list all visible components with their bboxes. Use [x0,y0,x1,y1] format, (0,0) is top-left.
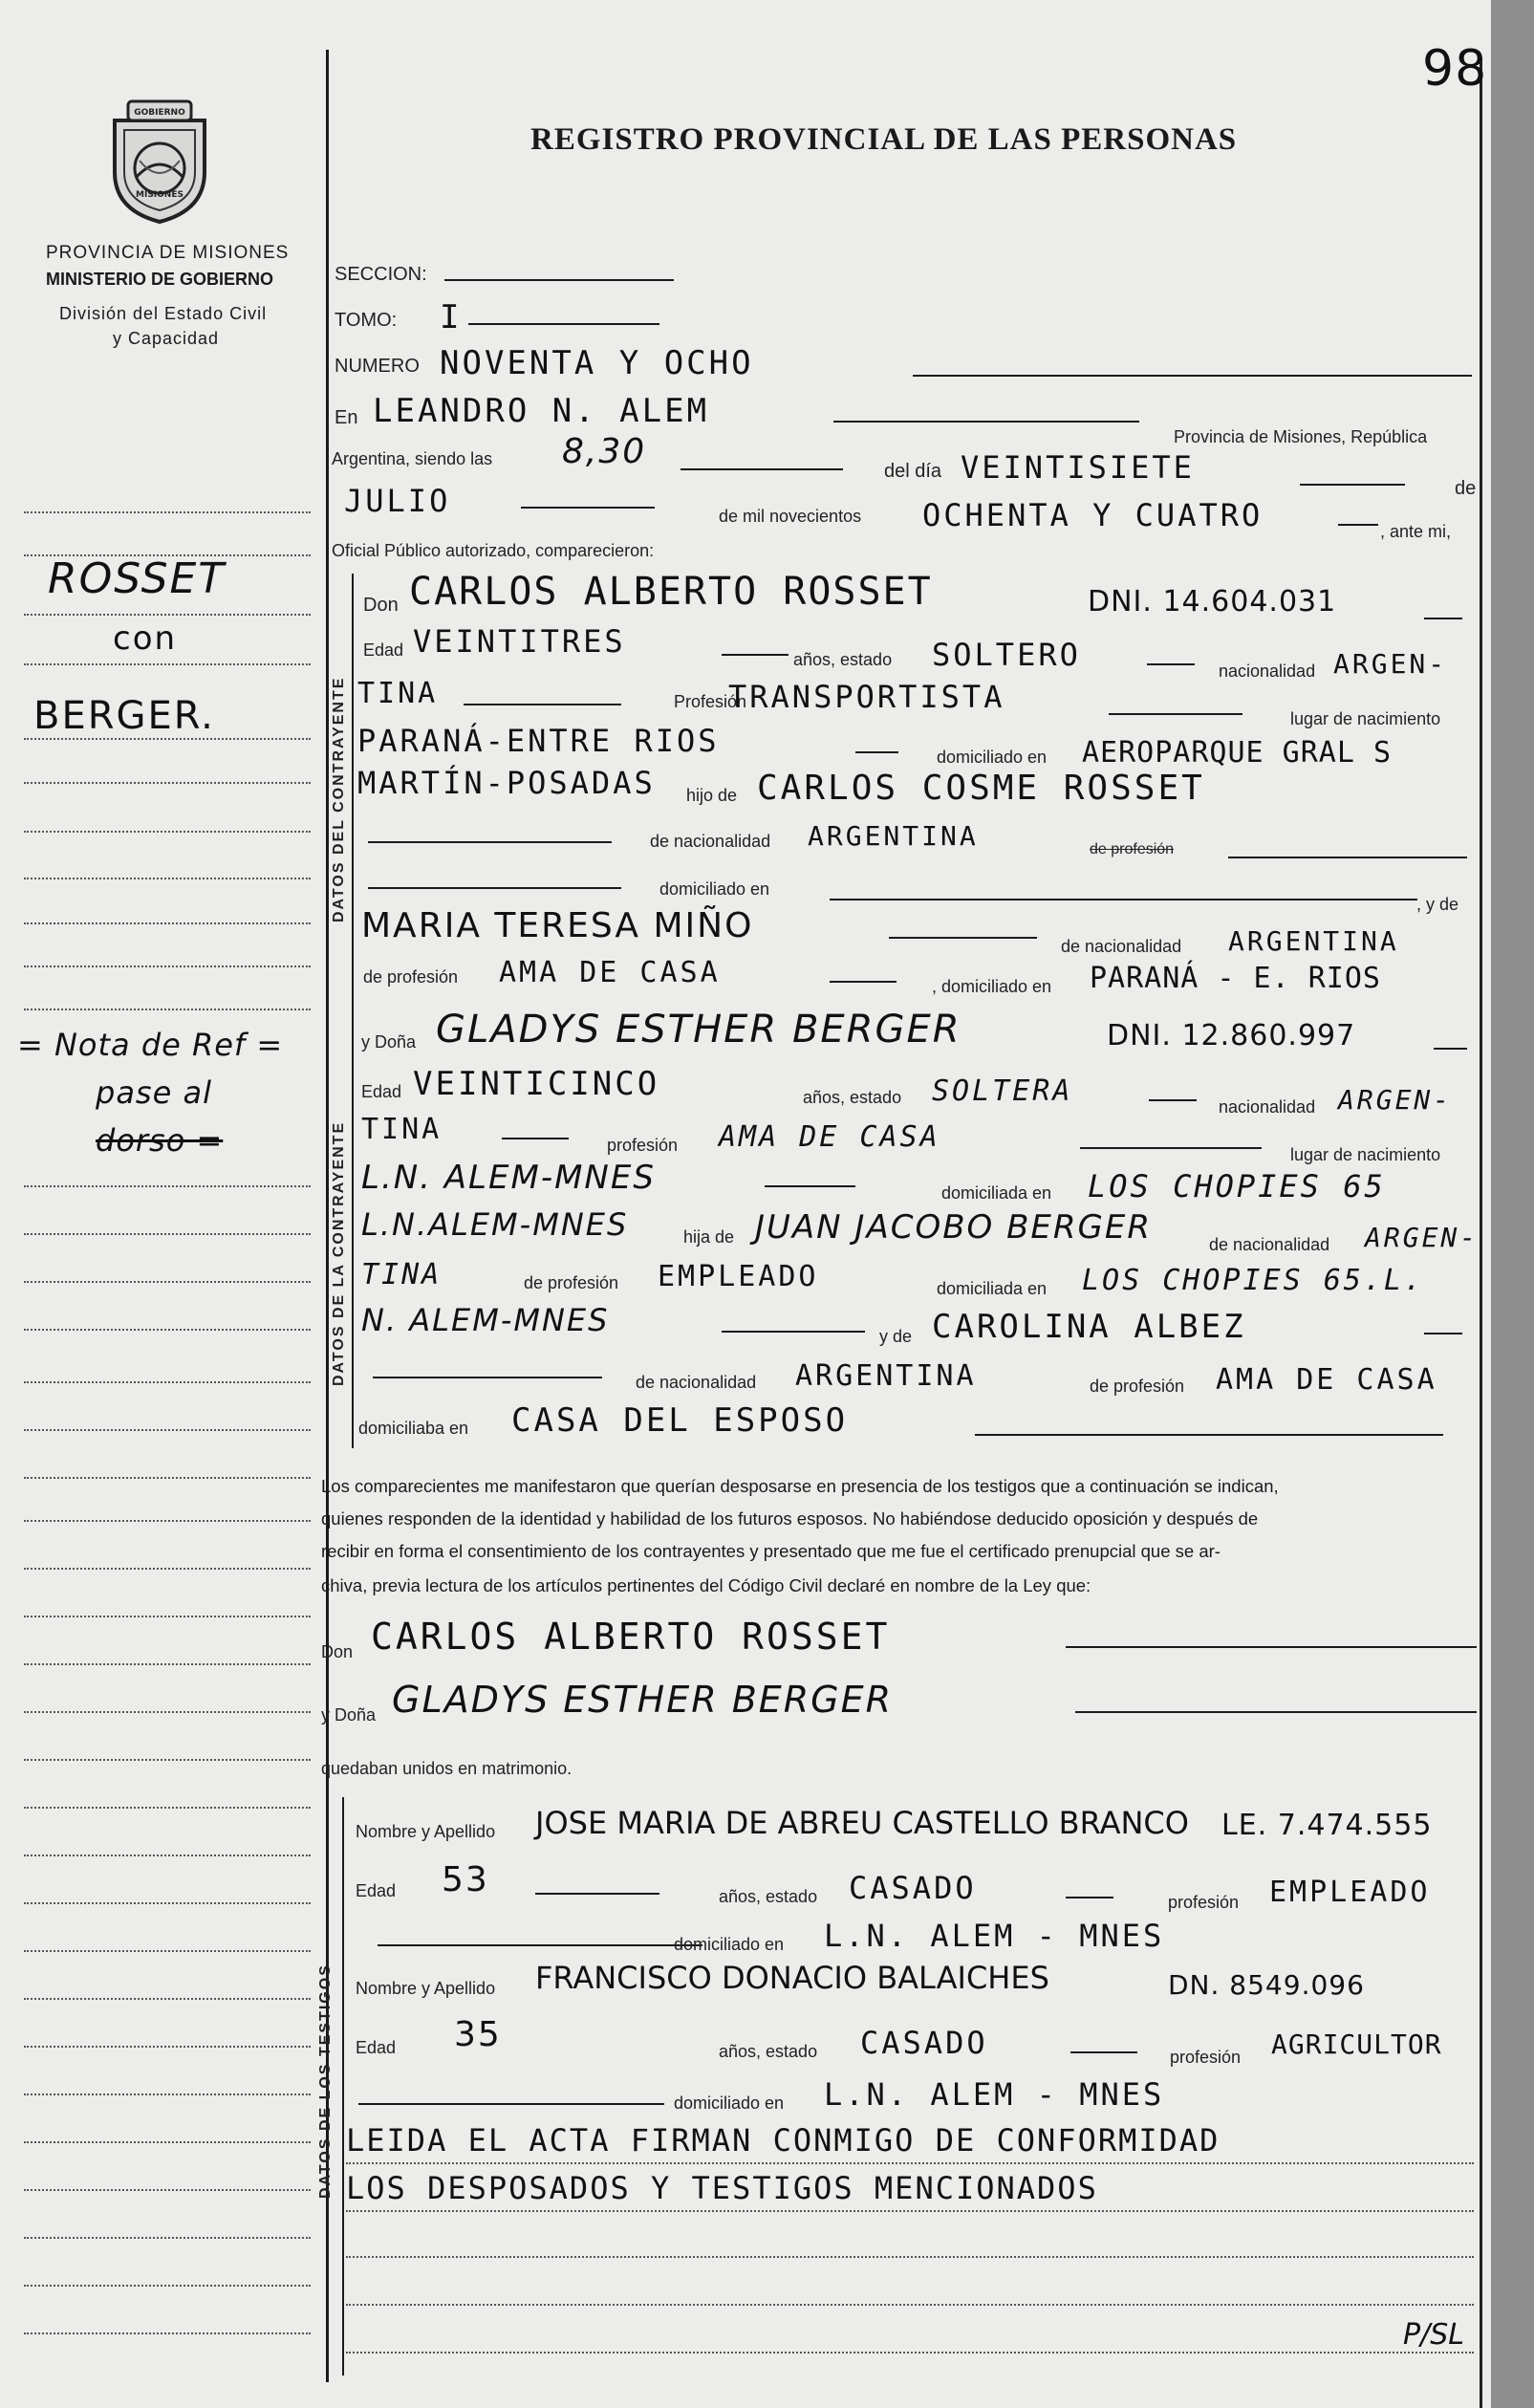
closing-blank-rule-1 [346,2256,1474,2258]
testigo-1-edad-line [535,1893,659,1895]
mes-value: JULIO [344,483,451,519]
contrayente-estado: SOLTERO [932,637,1081,673]
declaration-line-4: chiva, previa lectura de los artículos pertinentes del Código Civil declaré en nombre de la Ley que: [321,1575,1091,1595]
de-nacionalidad-label-3: de nacionalidad [1209,1235,1330,1254]
lugar-line [833,421,1139,423]
lugar-nac-line-1 [855,751,898,753]
anio-value: OCHENTA Y CUATRO [922,497,1264,533]
profesion-label-4: profesión [1170,2048,1242,2067]
side-label-testigos: DATOS DE LOS TESTIGOS [317,1963,334,2199]
hijo-de-label: hijo de [686,786,738,805]
numero-line [913,375,1472,377]
contrayenta-padre-prof: EMPLEADO [658,1260,819,1293]
tomo-label: TOMO: [335,310,398,331]
de-label: de [1455,478,1477,499]
estado-line-2 [1149,1099,1197,1101]
contrayenta-madre-prof: AMA DE CASA [1216,1363,1437,1397]
closing-blank-rule-2 [346,2304,1474,2306]
tomo-line [468,323,659,325]
domicilio-final-line [975,1434,1443,1436]
testigo-1-nombre: JOSE MARIA DE ABREU CASTELLO BRANCO [535,1805,1189,1841]
anio-line [1338,524,1378,526]
y-dona-label-2: y Doña [321,1705,377,1725]
province-seal [107,94,212,226]
contrayente-edad: VEINTITRES [413,623,626,660]
profesion-line-2 [1080,1147,1262,1149]
de-profesion-label-3: de profesión [1090,1377,1185,1396]
contrayenta-padre-nac-1: ARGEN- [1365,1222,1480,1253]
don-line [1066,1646,1477,1648]
testigo-1-profesion: EMPLEADO [1269,1876,1431,1909]
testigo-1-dom-line-a [378,1944,702,1946]
testigo-1-doc: LE. 7.474.555 [1221,1809,1433,1842]
ante-mi-label: , ante mi, [1380,522,1452,541]
hora-value: 8,30 [562,432,647,471]
closing-initials: P/SL [1403,2318,1464,2352]
contrayenta-lugar-nac: L.N. ALEM-MNES [361,1159,656,1197]
contrayente-madre-prof: AMA DE CASA [499,956,721,989]
de-nacionalidad-label-1: de nacionalidad [650,832,771,851]
domiciliada-label-1: domiciliada en [941,1183,1052,1203]
profesion-label-2: profesión [607,1136,679,1155]
contrayente-dni: DNI. 14.604.031 [1088,585,1337,618]
contrayenta-madre-nac: ARGENTINA [795,1359,977,1393]
mes-line [521,507,655,509]
contrayente-profesion: TRANSPORTISTA [728,679,1005,715]
contrayenta-nac-1: ARGEN- [1338,1084,1453,1116]
padre-dom-line-a [368,887,621,889]
margin-ref-3: dorso = [96,1122,224,1159]
contrayente-nombre-line [1424,618,1462,619]
contrayenta-nac-2: TINA [361,1113,443,1146]
declaration-line-1: Los comparecientes me manifestaron que querían desposarse en presencia de los testigos que a continuación se indican, [321,1476,1279,1496]
province-name: PROVINCIA DE MISIONES [46,243,290,263]
edad-line-1 [722,654,789,656]
de-nacionalidad-label-4: de nacionalidad [636,1373,757,1392]
declaration-line-2: quienes responden de la identidad y habilidad de los futuros esposos. No habiéndose deducido oposición y después de [321,1508,1259,1529]
y-de-label-1: , y de [1416,895,1459,914]
testigo-2-estado-line [1070,2051,1137,2053]
contrayenta-domicilio-b: L.N.ALEM-MNES [361,1206,629,1243]
de-profesion-struck: de profesión [1090,841,1175,857]
margin-note-con: con [113,619,178,658]
domiciliado-label-2: domiciliado en [659,879,770,899]
profesion-label-3: profesión [1168,1893,1240,1912]
contrayenta-rule [352,1013,354,1448]
testigo-1-domicilio: L.N. ALEM - MNES [824,1918,1165,1954]
edad-label-2: Edad [361,1082,402,1101]
domiciliada-label-2: domiciliada en [937,1279,1048,1298]
contrayenta-padre-dom-1: LOS CHOPIES 65.L. [1082,1264,1425,1297]
argentina-label: Argentina, siendo las [332,449,493,468]
contrayente-padre-nac: ARGENTINA [808,820,979,852]
del-dia-label: del día [884,461,942,482]
contrayenta-padre: JUAN JACOBO BERGER [755,1208,1152,1247]
madre-line-1 [889,937,1037,939]
ministry-name: MINISTERIO DE GOBIERNO [46,270,274,289]
de-mil-label: de mil novecientos [719,507,862,526]
don-label-2: Don [321,1642,354,1661]
contrayente-domicilio-2: MARTÍN-POSADAS [357,765,656,801]
edad-label-4: Edad [356,2038,397,2057]
tomo-value: I [440,298,463,336]
closing-line-2-rule [346,2210,1474,2212]
anos-estado-label-1: años, estado [793,650,893,669]
dona-line [1075,1711,1477,1713]
margin-ref-2: pase al [96,1074,212,1111]
side-label-contrayenta: DATOS DE LA CONTRAYENTE [331,1120,347,1386]
contrayenta-domicilio: LOS CHOPIES 65 [1088,1168,1386,1204]
dia-value: VEINTISIETE [961,449,1195,486]
page-title: REGISTRO PROVINCIAL DE LAS PERSONAS [530,122,1238,157]
margin-note-rosset: ROSSET [48,554,227,603]
contrayenta-dni: DNI. 12.860.997 [1107,1019,1356,1052]
nacionalidad-label-2: nacionalidad [1219,1097,1316,1117]
testigos-rule [342,1797,344,2375]
madre-prof-line [830,981,897,983]
quedaban-label: quedaban unidos en matrimonio. [321,1759,573,1778]
contrayente-madre-nac: ARGENTINA [1228,925,1399,957]
testigo-1-estado: CASADO [849,1870,977,1906]
testigo-2-estado: CASADO [860,2025,988,2061]
contrayenta-nombre: GLADYS ESTHER BERGER [436,1008,961,1052]
testigo-2-edad: 35 [454,2015,502,2054]
dia-line [1300,484,1405,486]
edad-label-3: Edad [356,1881,397,1900]
declaration-line-3: recibir en forma el consentimiento de los contrayentes y presentado que me fue el certificado prenupcial que se ar- [321,1541,1221,1561]
madre-nac-line-a [373,1377,602,1378]
closing-line-1-rule [346,2162,1474,2164]
contrayenta-madre: CAROLINA ALBEZ [932,1308,1246,1346]
contrayenta-padre-nac-2: TINA [361,1258,443,1291]
page-edge [1480,57,1482,2408]
domiciliado-label-4: domiciliado en [674,1935,785,1954]
testigo-2-dom-line-a [358,2103,664,2105]
contrayenta-profesion: AMA DE CASA [719,1120,940,1154]
domiciliado-label-5: domiciliado en [674,2093,785,2113]
oficial-label: Oficial Público autorizado, comparecieron: [332,541,655,560]
declaration-don: CARLOS ALBERTO ROSSET [371,1616,891,1658]
testigo-2-profesion: AGRICULTOR [1271,2028,1442,2060]
madre-line-2 [1424,1333,1462,1334]
lugar-value: LEANDRO N. ALEM [373,392,710,430]
side-label-contrayente: DATOS DEL CONTRAYENTE [331,676,347,922]
seal-top-text: GOBIERNO [134,108,185,118]
contrayente-madre: MARIA TERESA MIÑO [361,906,754,945]
contrayenta-nombre-line [1434,1048,1467,1050]
don-label: Don [363,595,399,616]
lugar-nac-label-1: lugar de nacimiento [1290,709,1441,728]
seal-bottom-text: MISIONES [136,190,184,200]
lugar-nac-line-2 [765,1185,855,1187]
edad-label-1: Edad [363,640,404,660]
contrayenta-domicilio-final: CASA DEL ESPOSO [511,1401,849,1440]
y-dona-label-1: y Doña [361,1032,417,1052]
contrayente-nombre: CARLOS ALBERTO ROSSET [409,570,933,614]
y-de-label-2: y de [879,1327,913,1346]
padre-nac-line-a [368,841,612,843]
testigo-2-doc: DN. 8549.096 [1168,1969,1365,2001]
provincia-label: Provincia de Misiones, República [1174,427,1428,446]
testigo-1-estado-line [1066,1897,1113,1898]
de-nacionalidad-label-2: de nacionalidad [1061,937,1182,956]
contrayente-nac-2: TINA [357,677,439,710]
closing-line-1: LEIDA EL ACTA FIRMAN CONMIGO DE CONFORMIDAD [346,2122,1221,2159]
contrayenta-padre-dom-2: N. ALEM-MNES [361,1302,610,1338]
closing-line-2: LOS DESPOSADOS Y TESTIGOS MENCIONADOS [346,2170,1098,2206]
margin-ref-1: = Nota de Ref = [17,1027,284,1063]
padre-prof-line [1228,857,1467,858]
de-profesion-label-1: de profesión [363,967,459,987]
contrayente-madre-dom: PARANÁ - E. RIOS [1090,962,1381,995]
testigo-2-nombre: FRANCISCO DONACIO BALAICHES [535,1960,1049,1996]
profesion-label-1: Profesión [674,692,747,711]
anos-estado-label-3: años, estado [719,1887,818,1906]
nombre-apellido-label-2: Nombre y Apellido [356,1979,496,1998]
numero-label: NUMERO [335,356,420,377]
domiciliado-label-3: , domiciliado en [932,977,1052,996]
padre-dom-line-b [830,899,1417,900]
closing-blank-rule-3 [346,2352,1474,2354]
seccion-label: SECCION: [335,264,427,285]
anos-estado-label-2: años, estado [803,1088,902,1107]
domiciliaba-label: domiciliaba en [358,1419,469,1438]
contrayente-nac-1: ARGEN- [1333,648,1448,680]
nac-line-1 [464,704,621,705]
numero-value: NOVENTA Y OCHO [440,344,754,382]
lugar-nac-label-2: lugar de nacimiento [1290,1145,1441,1164]
nac-line-2 [502,1138,569,1139]
contrayenta-estado: SOLTERA [932,1074,1073,1108]
hija-de-label: hija de [683,1227,735,1247]
de-profesion-label-2: de profesión [524,1273,619,1292]
contrayenta-edad: VEINTICINCO [413,1065,660,1103]
declaration-dona: GLADYS ESTHER BERGER [392,1679,894,1721]
nombre-apellido-label-1: Nombre y Apellido [356,1822,496,1841]
contrayente-lugar-nac: PARANÁ-ENTRE RIOS [357,723,720,759]
testigo-1-edad: 53 [442,1860,489,1899]
padre-dom-line-2 [722,1331,865,1333]
profesion-line-1 [1109,713,1242,715]
domiciliado-label-1: domiciliado en [937,748,1048,767]
division-line-2: y Capacidad [113,329,220,348]
en-label: En [335,407,358,428]
estado-line-1 [1147,663,1195,665]
contrayente-domicilio-1: AEROPARQUE GRAL S [1082,736,1393,770]
seccion-line [444,279,674,281]
contrayente-rule [352,574,354,1013]
margin-note-berger: BERGER. [33,694,215,738]
contrayente-padre: CARLOS COSME ROSSET [757,769,1205,808]
nacionalidad-label-1: nacionalidad [1219,662,1316,681]
hora-line [681,468,843,470]
division-line-1: División del Estado Civil [59,304,268,323]
anos-estado-label-4: años, estado [719,2042,818,2061]
testigo-2-domicilio: L.N. ALEM - MNES [824,2076,1165,2113]
page-number: 98 [1422,40,1488,98]
